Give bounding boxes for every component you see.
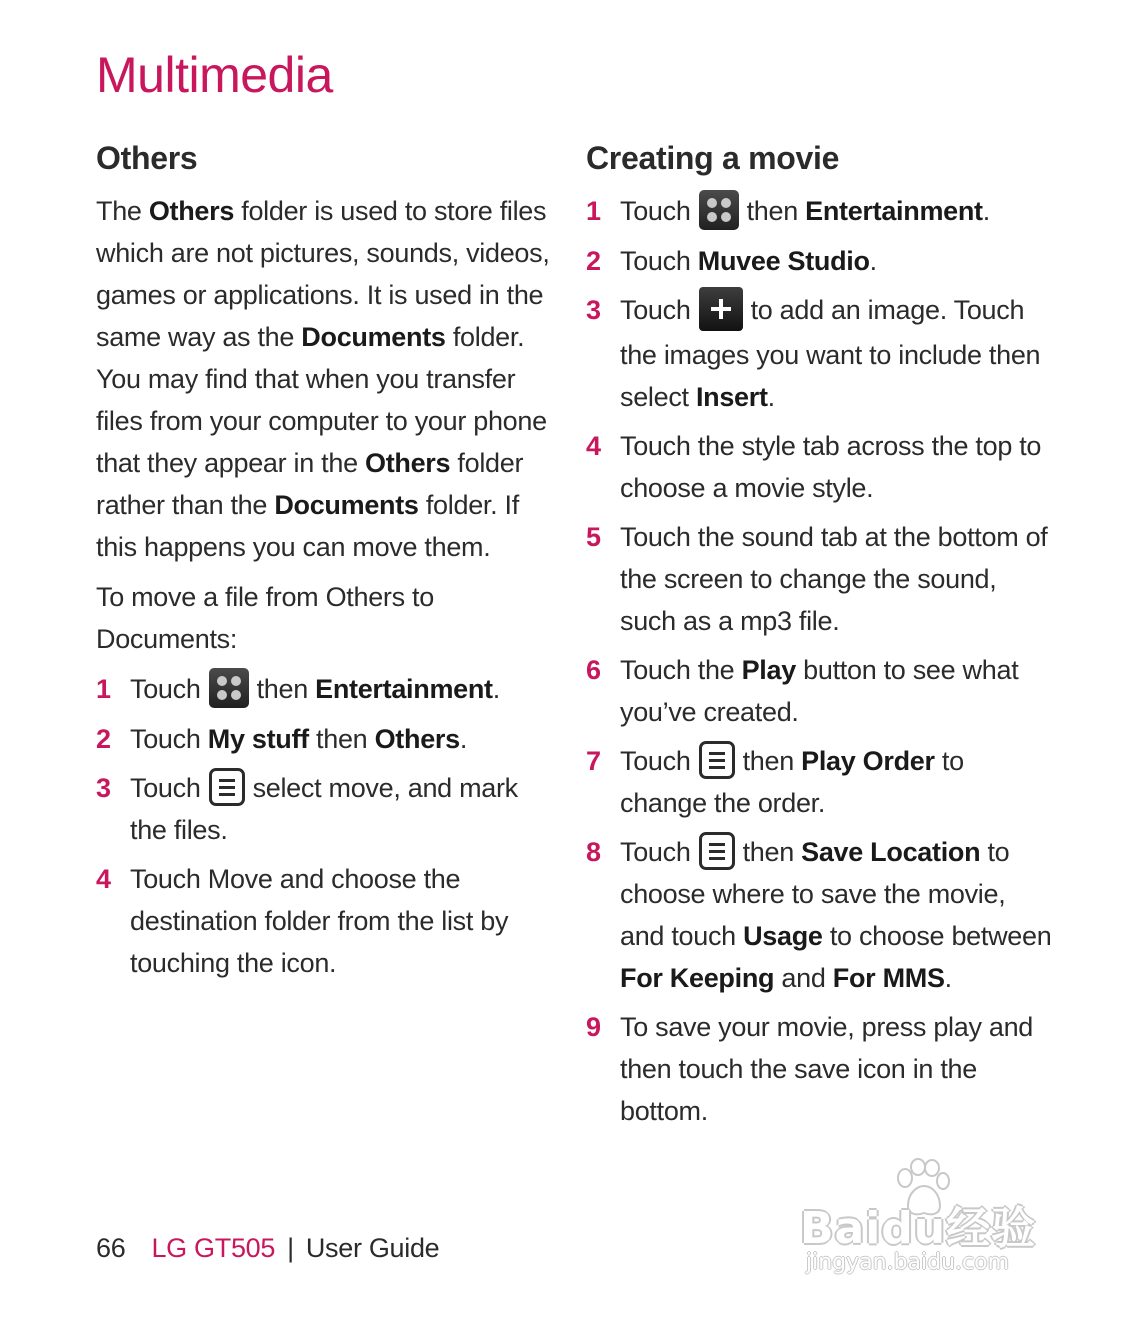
text-run: Touch xyxy=(620,745,691,776)
text-run: Touch xyxy=(130,674,201,704)
text-run: Touch the xyxy=(620,654,742,685)
text-run: Touch xyxy=(130,723,208,754)
plus-icon xyxy=(699,287,743,331)
text-run: folder. If this happens you can move them. xyxy=(96,490,519,562)
text-run: To save your movie, press play and then touch the save icon in the bottom. xyxy=(620,1011,1034,1126)
text-run: Touch Move and choose the destination folder from the list by touching the icon. xyxy=(130,863,509,978)
bold-term: Others xyxy=(365,448,451,478)
text-run: Touch xyxy=(620,245,698,276)
list-item xyxy=(586,240,1056,282)
step-number: 2 xyxy=(586,245,601,276)
text-run: The xyxy=(96,196,149,226)
step-number: 1 xyxy=(586,196,601,226)
page-number: 66 xyxy=(96,1233,126,1263)
others-description xyxy=(96,190,556,568)
right-column xyxy=(586,136,1056,1139)
page-title: Multimedia xyxy=(96,47,333,103)
guide-label: User Guide xyxy=(305,1233,440,1263)
text-run: to choose where to save the movie, and touch xyxy=(620,836,1010,951)
page-footer xyxy=(96,1228,439,1268)
bold-term: Others xyxy=(148,196,235,226)
bold-term: For Keeping xyxy=(620,962,775,993)
menu-icon xyxy=(209,768,245,806)
bold-term: Entertainment xyxy=(315,674,493,704)
bold-term: Usage xyxy=(743,920,823,951)
step-number: 3 xyxy=(586,294,601,325)
list-item xyxy=(96,767,556,851)
step-number: 2 xyxy=(96,723,111,754)
text-run: then xyxy=(742,745,802,776)
text-run: select move, and mark the files. xyxy=(130,772,518,845)
text-run: Touch xyxy=(130,772,201,803)
list-item xyxy=(586,831,1056,999)
bold-term: Documents xyxy=(301,322,446,352)
step-number: 4 xyxy=(586,430,601,461)
bold-term: Muvee Studio xyxy=(697,245,870,276)
bold-term: For MMS xyxy=(832,962,945,993)
menu-icon xyxy=(699,832,735,870)
watermark-url: jingyan.baidu.com xyxy=(806,1250,1010,1275)
baidu-watermark xyxy=(800,1158,1068,1278)
text-run: . xyxy=(492,674,500,704)
text-run: folder. You may find that when you transfer files from your computer to your phone that they appear in the xyxy=(96,322,547,478)
section-heading-creating-movie: Creating a movie xyxy=(586,140,840,176)
text-run: . xyxy=(869,245,877,276)
step-number: 7 xyxy=(586,745,601,776)
movie-steps-list xyxy=(586,190,1056,1132)
apps-grid-icon xyxy=(699,190,739,230)
list-item xyxy=(586,740,1056,824)
step-number: 4 xyxy=(96,863,111,894)
step-number: 6 xyxy=(586,654,601,685)
text-run: and xyxy=(774,962,833,993)
footer-separator: | xyxy=(287,1233,294,1263)
list-item xyxy=(586,1006,1056,1132)
text-run: then xyxy=(746,196,806,226)
text-run: Touch the style tab across the top to choose a movie style. xyxy=(620,430,1042,503)
text-run: to choose between xyxy=(822,920,1052,951)
text-run: . xyxy=(944,962,952,993)
apps-grid-icon xyxy=(209,668,249,708)
list-item xyxy=(586,289,1056,418)
list-item xyxy=(96,858,556,984)
text-run: folder rather than the xyxy=(96,448,524,520)
bold-term: Insert xyxy=(695,381,768,412)
text-run: Touch xyxy=(620,196,691,226)
list-item xyxy=(586,516,1056,642)
list-item xyxy=(586,649,1056,733)
text-run: to add an image. Touch the images you want to include then select xyxy=(620,294,1041,412)
bold-term: Others xyxy=(374,723,460,754)
step-number: 1 xyxy=(96,674,111,704)
text-run: Touch xyxy=(620,294,691,325)
text-run: then xyxy=(256,674,316,704)
text-run: then xyxy=(308,723,375,754)
bold-term: Play xyxy=(741,654,796,685)
left-column xyxy=(96,136,556,991)
step-number: 8 xyxy=(586,836,601,867)
text-run: then xyxy=(742,836,802,867)
text-run: button to see what you’ve created. xyxy=(620,654,1019,727)
bold-term: Entertainment xyxy=(805,196,983,226)
section-heading-others: Others xyxy=(96,140,198,176)
list-item xyxy=(586,190,1056,233)
move-instructions-intro: To move a file from Others to Documents: xyxy=(96,582,434,654)
text-run: . xyxy=(982,196,990,226)
text-run: folder is used to store files which are not pictures, sounds, videos, games or applications. It is used in the same way as the xyxy=(96,196,550,352)
list-item xyxy=(96,668,556,711)
bold-term: Save Location xyxy=(801,836,981,867)
move-steps-list xyxy=(96,668,556,984)
bold-term: Play Order xyxy=(801,745,935,776)
text-run: Touch xyxy=(620,836,691,867)
product-model: LG GT505 xyxy=(151,1233,276,1263)
bold-term: My stuff xyxy=(207,723,309,754)
list-item xyxy=(96,718,556,760)
watermark-brand: Baidu经验 xyxy=(800,1203,1037,1254)
step-number: 3 xyxy=(96,772,111,803)
list-item xyxy=(586,425,1056,509)
text-run: . xyxy=(767,381,775,412)
text-run: . xyxy=(459,723,468,754)
step-number: 5 xyxy=(586,521,601,552)
menu-icon xyxy=(699,741,735,779)
bold-term: Documents xyxy=(274,490,419,520)
step-number: 9 xyxy=(586,1011,601,1042)
text-run: to change the order. xyxy=(620,745,964,818)
text-run: Touch the sound tab at the bottom of the screen to change the sound, such as a mp3 file. xyxy=(620,521,1048,636)
